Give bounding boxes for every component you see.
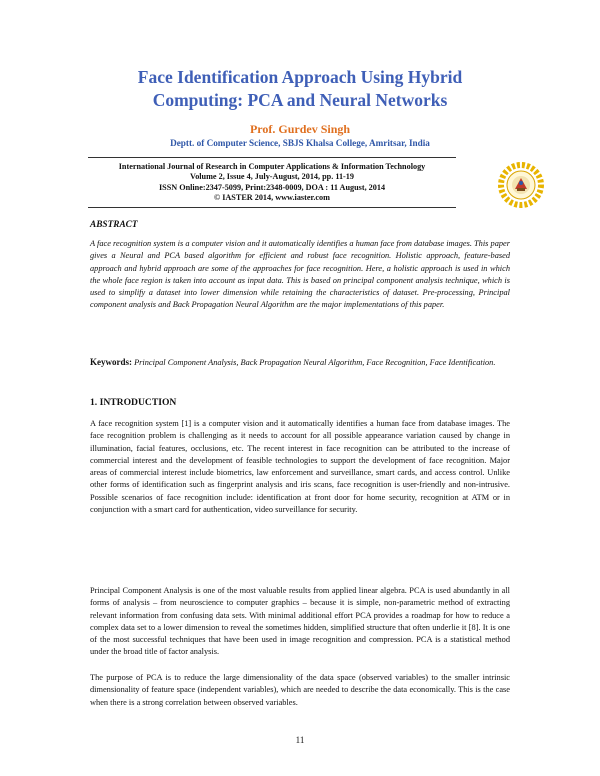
page-number: 11 <box>295 735 305 745</box>
intro-paragraph-1: A face recognition system [1] is a computer vision and it automatically identifies a human face from database images. The face recognition problem is challenging as it needs to account for all possible appearance variation caused by change in illumination, facial features, occlusions, etc. The recent interest in face recognition can be attributed to the increase of commercial interest and the development of feasible technologies to support the development of face recognition. Major areas of commercial interest include biometrics, law enforcement and surveillance, smart cards, and access control. Unlike other forms of identification such as fingerprint analysis and iris scans, face recognition is user-friendly and non-intrusive. Possible scenarios of face recognition include: identification at front door for home security, recognition at ATM or in conjunction with a smart card for authentication, video surveillance for security. <box>90 419 510 515</box>
section-heading-introduction: 1. INTRODUCTION <box>90 397 177 408</box>
journal-bottom-rule <box>88 207 456 208</box>
abstract-text: A face recognition system is a computer vision and it automatically identifies a human face from database images. This paper gives a Neural and PCA based algorithm for efficient and robust face recognition. Holistic approach, feature-based approach and hybrid approach are some of the approaches for face recognition. Here, a holistic approach is used in which the whole face region is taken into account as input data. This is based on principal component analysis technique, which is used to simplify a dataset into lower dimension while retaining the characteristics of dataset. Pre-processing, Principal component analysis and Back Propagation Neural Algorithm are the major implementations of this paper. <box>90 239 510 310</box>
title-line-2: Computing: PCA and Neural Networks <box>152 90 448 110</box>
title-line-1: Face Identification Approach Using Hybrid <box>137 67 463 87</box>
journal-volume: Volume 2, Issue 4, July-August, 2014, pp. 11-19 <box>190 172 354 182</box>
intro-paragraph-3: The purpose of PCA is to reduce the large dimensionality of the data space (observed variables) to the smaller intrinsic dimensionality of feature space (independent variables), which are needed to describe the data economically. This is the case when there is a strong correlation between observed variables. <box>90 673 510 707</box>
intro-paragraph-2: Principal Component Analysis is one of the most valuable results from applied linear algebra. PCA is used abundantly in all forms of analysis – from neuroscience to computer graphics – because it is simple, non-parametric method of extracting relevant information from confusing data sets. With minimal additional effort PCA provides a roadmap for how to reduce a complex data set to a lower dimension to reveal the sometimes hidden, simplified structure that often underlie it [8]. It is one of the most successful techniques that have been used in image recognition and compression. PCA is a statistical method under the broad title of factor analysis. <box>90 586 510 657</box>
iaster-logo-icon <box>495 159 547 211</box>
author-name: Prof. Gurdev Singh <box>249 122 351 136</box>
keywords <box>90 356 510 369</box>
journal-name: International Journal of Research in Computer Applications & Information Technology <box>118 162 426 171</box>
journal-copyright: © IASTER 2014, www.iaster.com <box>214 193 330 203</box>
journal-info <box>88 162 456 204</box>
journal-top-rule <box>88 157 456 158</box>
iaster-logo <box>495 159 547 211</box>
author-affiliation: Deptt. of Computer Science, SBJS Khalsa College, Amritsar, India <box>170 138 430 148</box>
keywords-label: Keywords: <box>90 357 132 367</box>
abstract-heading: ABSTRACT <box>90 220 138 230</box>
paper-title <box>0 66 600 112</box>
keywords-text: Principal Component Analysis, Back Propagation Neural Algorithm, Face Recognition, Face Identification. <box>132 358 496 367</box>
journal-issn: ISSN Online:2347-5099, Print:2348-0009, DOA : 11 August, 2014 <box>158 182 386 192</box>
